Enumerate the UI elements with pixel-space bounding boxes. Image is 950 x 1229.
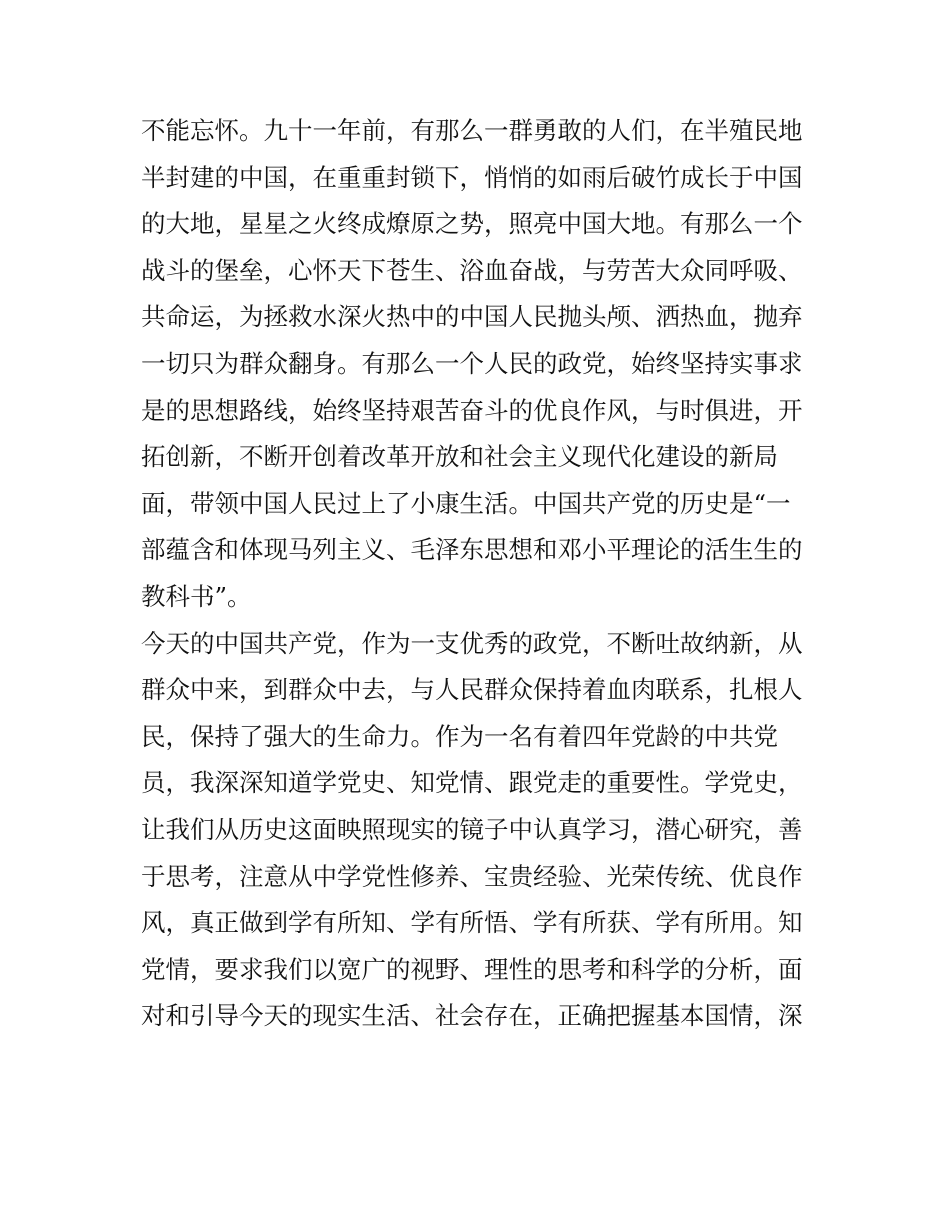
text-line: 一切只为群众翻身。有那么一个人民的政党，始终坚持实事求 — [141, 348, 803, 378]
text-line: 风，真正做到学有所知、学有所悟、学有所获、学有所用。知 — [141, 908, 803, 938]
text-line: 群众中来，到群众中去，与人民群众保持着血肉联系，扎根人 — [141, 675, 803, 705]
text-line: 于思考，注意从中学党性修养、宝贵经验、光荣传统、优良作 — [141, 861, 803, 891]
text-line: 部蕴含和体现马列主义、毛泽东思想和邓小平理论的活生生的 — [141, 535, 803, 565]
text-line: 的大地，星星之火终成燎原之势，照亮中国大地。有那么一个 — [141, 209, 803, 239]
text-line: 对和引导今天的现实生活、社会存在，正确把握基本国情，深 — [141, 1001, 803, 1031]
text-line: 民，保持了强大的生命力。作为一名有着四年党龄的中共党 — [141, 721, 778, 751]
body-text — [141, 108, 821, 1040]
text-line: 共命运，为拯救水深火热中的中国人民抛头颅、洒热血，抛弃 — [141, 302, 803, 332]
text-line: 战斗的堡垒，心怀天下苍生、浴血奋战，与劳苦大众同呼吸、 — [141, 255, 803, 285]
text-line: 面，带领中国人民过上了小康生活。中国共产党的历史是“一 — [141, 488, 791, 518]
text-line: 党情，要求我们以宽广的视野、理性的思考和科学的分析，面 — [141, 954, 803, 984]
text-line: 今天的中国共产党，作为一支优秀的政党，不断吐故纳新，从 — [141, 628, 803, 658]
text-line: 教科书”。 — [141, 581, 252, 611]
text-line: 拓创新，不断开创着改革开放和社会主义现代化建设的新局 — [141, 442, 778, 472]
text-line: 是的思想路线，始终坚持艰苦奋斗的优良作风，与时俱进，开 — [141, 395, 803, 425]
text-line: 员，我深深知道学党史、知党情、跟党走的重要性。学党史， — [141, 768, 803, 798]
text-line: 让我们从历史这面映照现实的镜子中认真学习，潜心研究，善 — [141, 814, 803, 844]
text-line: 半封建的中国，在重重封锁下，悄悄的如雨后破竹成长于中国 — [141, 162, 803, 192]
text-line: 不能忘怀。九十一年前，有那么一群勇敢的人们，在半殖民地 — [141, 116, 803, 145]
